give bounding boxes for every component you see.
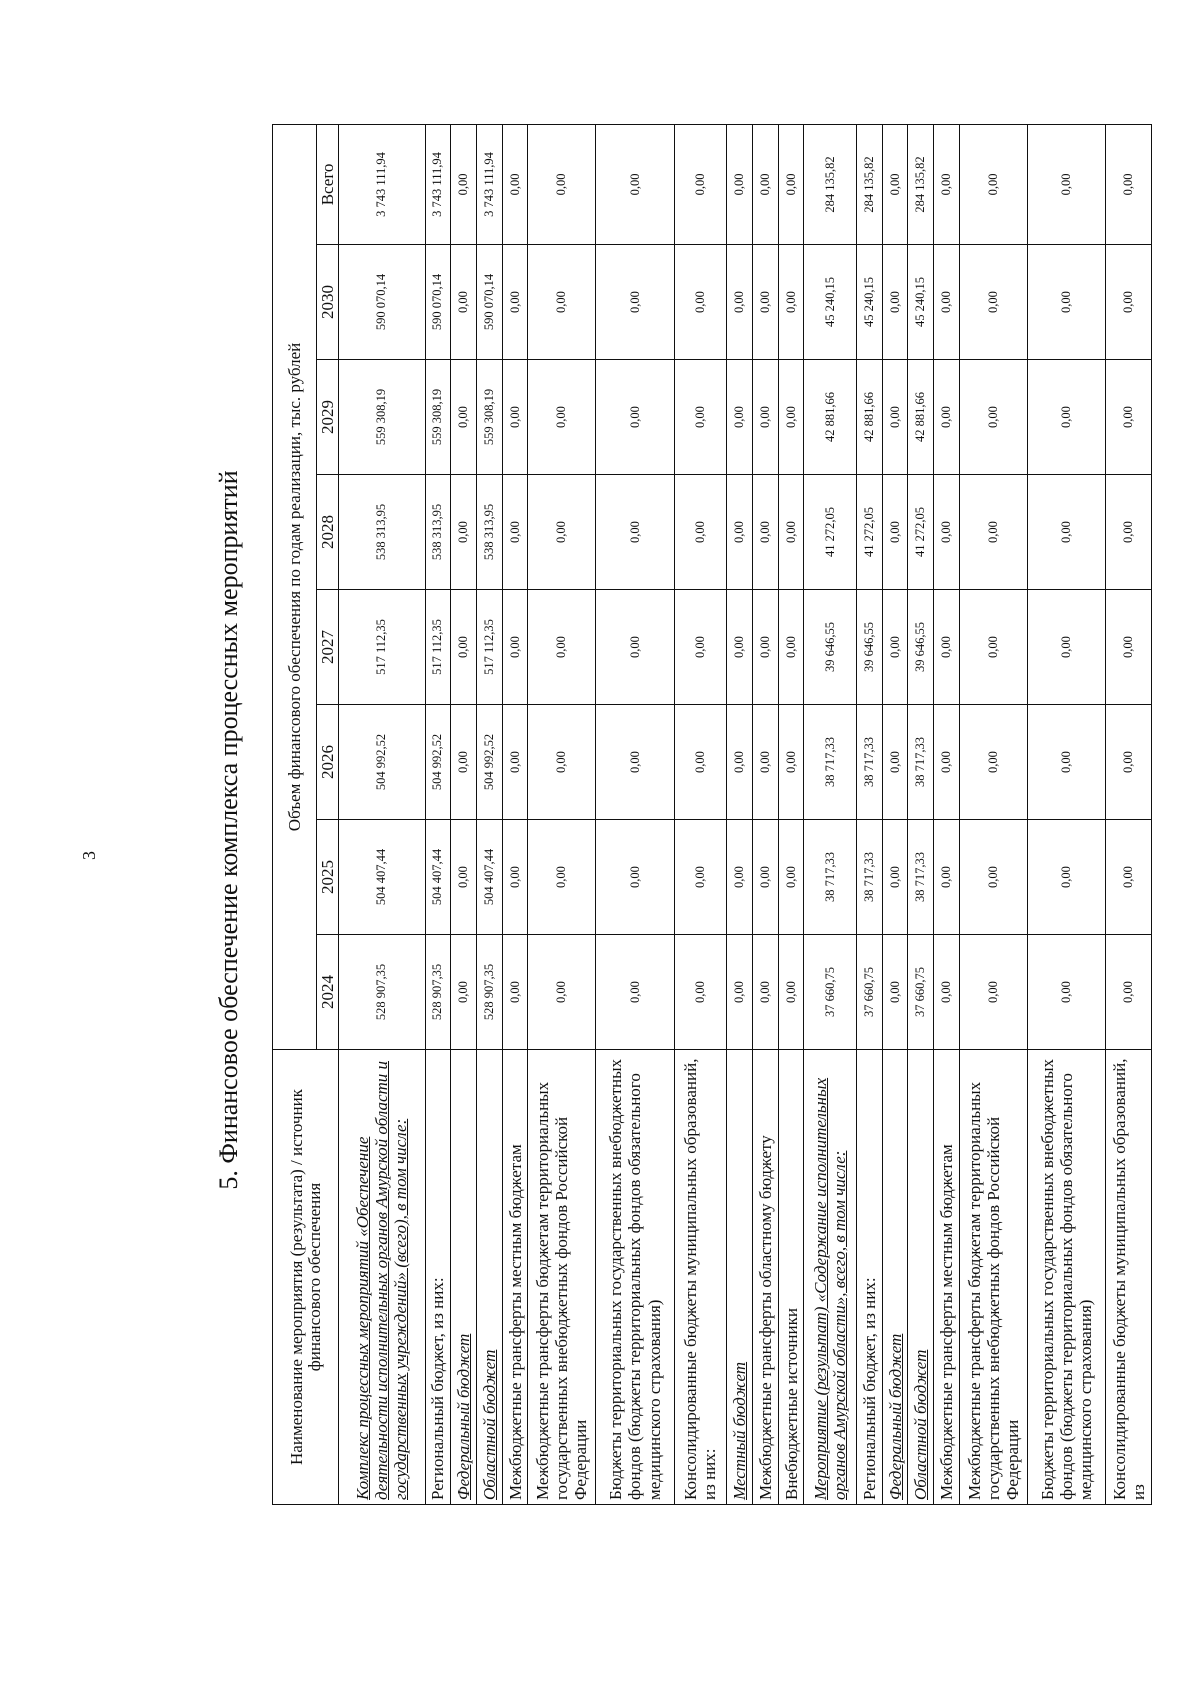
row-name-cell: Местный бюджет (727, 1050, 753, 1505)
row-name-cell: Федеральный бюджет (451, 1050, 477, 1505)
table-row (451, 124, 477, 1504)
value-cell: 538 313,95 (425, 475, 451, 590)
row-name-cell: Мероприятие (результат) «Содержание исполнительных органов Амурской области», всего, в том числе: (804, 1050, 857, 1505)
value-cell: 41 272,05 (908, 475, 934, 590)
value-cell: 42 881,66 (804, 360, 857, 475)
row-name-cell: Областной бюджет (476, 1050, 502, 1505)
table-body (339, 124, 1152, 1504)
value-cell: 38 717,33 (804, 705, 857, 820)
row-name-cell: Бюджеты территориальных государственных внебюджетных фондов (бюджеты территориальных фондов обязательного медицинского страхования) (1027, 1050, 1105, 1505)
page-title: 5. Финансовое обеспечение комплекса процессных мероприятий (214, 470, 243, 1190)
value-cell: 0,00 (502, 360, 528, 475)
value-cell: 0,00 (882, 820, 908, 935)
value-cell: 0,00 (1106, 705, 1152, 820)
total-cell: 0,00 (674, 124, 727, 244)
value-cell: 504 407,44 (425, 820, 451, 935)
value-cell: 0,00 (674, 360, 727, 475)
value-cell: 0,00 (596, 475, 674, 590)
value-cell: 0,00 (451, 245, 477, 360)
value-cell: 559 308,19 (476, 360, 502, 475)
value-cell: 39 646,55 (908, 590, 934, 705)
table-row (778, 124, 804, 1504)
value-cell: 0,00 (596, 935, 674, 1050)
value-cell: 0,00 (959, 820, 1027, 935)
value-cell: 39 646,55 (857, 590, 883, 705)
total-cell: 0,00 (528, 124, 596, 244)
row-name-cell: Областной бюджет (908, 1050, 934, 1505)
value-cell: 41 272,05 (857, 475, 883, 590)
value-cell: 0,00 (1027, 820, 1105, 935)
value-cell: 42 881,66 (908, 360, 934, 475)
table-row (674, 124, 727, 1504)
value-cell: 45 240,15 (908, 245, 934, 360)
value-cell: 0,00 (934, 705, 960, 820)
total-cell: 0,00 (1106, 124, 1152, 244)
value-cell: 0,00 (1027, 475, 1105, 590)
value-cell: 0,00 (502, 705, 528, 820)
value-cell: 0,00 (674, 935, 727, 1050)
table-row (804, 124, 857, 1504)
value-cell: 0,00 (674, 475, 727, 590)
value-cell: 0,00 (451, 935, 477, 1050)
value-cell: 37 660,75 (857, 935, 883, 1050)
row-name-cell: Межбюджетные трансферты местным бюджетам (502, 1050, 528, 1505)
value-cell: 0,00 (1106, 820, 1152, 935)
table-row (476, 124, 502, 1504)
value-cell: 0,00 (502, 820, 528, 935)
table-row (596, 124, 674, 1504)
value-cell: 0,00 (528, 245, 596, 360)
table-row (425, 124, 451, 1504)
volume-header: Объем финансового обеспечения по годам реализации, тыс. рублей (273, 124, 317, 1049)
value-cell: 538 313,95 (339, 475, 426, 590)
value-cell: 37 660,75 (908, 935, 934, 1050)
value-cell: 0,00 (959, 705, 1027, 820)
value-cell: 0,00 (528, 820, 596, 935)
year-header: 2025 (317, 820, 339, 935)
table-row (528, 124, 596, 1504)
value-cell: 0,00 (451, 475, 477, 590)
table-row (1027, 124, 1105, 1504)
value-cell: 0,00 (1106, 360, 1152, 475)
value-cell: 0,00 (753, 245, 779, 360)
value-cell: 0,00 (934, 935, 960, 1050)
value-cell: 0,00 (674, 820, 727, 935)
value-cell: 0,00 (934, 820, 960, 935)
value-cell: 0,00 (882, 360, 908, 475)
row-name-cell: Региональный бюджет, из них: (425, 1050, 451, 1505)
value-cell: 0,00 (727, 245, 753, 360)
value-cell: 37 660,75 (804, 935, 857, 1050)
value-cell: 0,00 (727, 590, 753, 705)
value-cell: 0,00 (727, 705, 753, 820)
value-cell: 0,00 (753, 935, 779, 1050)
value-cell: 504 992,52 (339, 705, 426, 820)
value-cell: 0,00 (778, 935, 804, 1050)
value-cell: 38 717,33 (857, 705, 883, 820)
row-name-cell: Межбюджетные трансферты местным бюджетам (934, 1050, 960, 1505)
value-cell: 0,00 (1027, 705, 1105, 820)
value-cell: 38 717,33 (804, 820, 857, 935)
total-cell: 0,00 (502, 124, 528, 244)
value-cell: 0,00 (451, 820, 477, 935)
row-name-cell: Региональный бюджет, из них: (857, 1050, 883, 1505)
row-name-cell: Консолидированные бюджеты муниципальных образований, из (1106, 1050, 1152, 1505)
total-cell: 284 135,82 (857, 124, 883, 244)
value-cell: 0,00 (753, 360, 779, 475)
year-header: 2028 (317, 475, 339, 590)
value-cell: 0,00 (502, 935, 528, 1050)
value-cell: 0,00 (882, 475, 908, 590)
value-cell: 0,00 (1106, 590, 1152, 705)
value-cell: 559 308,19 (339, 360, 426, 475)
year-header: 2029 (317, 360, 339, 475)
value-cell: 0,00 (882, 705, 908, 820)
table-row (753, 124, 779, 1504)
row-name-cell: Межбюджетные трансферты бюджетам территориальных государственных внебюджетных фондов Российской Федерации (959, 1050, 1027, 1505)
value-cell: 538 313,95 (476, 475, 502, 590)
total-cell: 3 743 111,94 (476, 124, 502, 244)
year-header: 2026 (317, 705, 339, 820)
value-cell: 45 240,15 (857, 245, 883, 360)
value-cell: 528 907,35 (339, 935, 426, 1050)
total-cell: 0,00 (1027, 124, 1105, 244)
value-cell: 0,00 (596, 820, 674, 935)
financing-table (272, 124, 1152, 1505)
value-cell: 0,00 (596, 705, 674, 820)
value-cell: 0,00 (528, 590, 596, 705)
value-cell: 39 646,55 (804, 590, 857, 705)
value-cell: 504 407,44 (476, 820, 502, 935)
table-row (339, 124, 426, 1504)
value-cell: 0,00 (451, 360, 477, 475)
value-cell: 41 272,05 (804, 475, 857, 590)
value-cell: 0,00 (882, 590, 908, 705)
total-cell: 0,00 (753, 124, 779, 244)
value-cell: 0,00 (1106, 475, 1152, 590)
value-cell: 42 881,66 (857, 360, 883, 475)
value-cell: 0,00 (959, 360, 1027, 475)
table-row (882, 124, 908, 1504)
value-cell: 38 717,33 (857, 820, 883, 935)
value-cell: 0,00 (528, 935, 596, 1050)
total-cell: 0,00 (727, 124, 753, 244)
value-cell: 38 717,33 (908, 705, 934, 820)
total-cell: 3 743 111,94 (425, 124, 451, 244)
total-cell: 0,00 (596, 124, 674, 244)
total-cell: 284 135,82 (908, 124, 934, 244)
value-cell: 0,00 (451, 705, 477, 820)
value-cell: 0,00 (528, 705, 596, 820)
value-cell: 45 240,15 (804, 245, 857, 360)
value-cell: 0,00 (528, 360, 596, 475)
value-cell: 0,00 (596, 590, 674, 705)
total-cell: 284 135,82 (804, 124, 857, 244)
value-cell: 0,00 (753, 820, 779, 935)
value-cell: 0,00 (727, 475, 753, 590)
value-cell: 0,00 (959, 935, 1027, 1050)
value-cell: 0,00 (596, 245, 674, 360)
value-cell: 0,00 (934, 475, 960, 590)
value-cell: 0,00 (1027, 590, 1105, 705)
value-cell: 517 112,35 (339, 590, 426, 705)
row-name-cell: Межбюджетные трансферты бюджетам территориальных государственных внебюджетных фондов Российской Федерации (528, 1050, 596, 1505)
total-cell: 3 743 111,94 (339, 124, 426, 244)
value-cell: 590 070,14 (339, 245, 426, 360)
value-cell: 0,00 (753, 475, 779, 590)
value-cell: 0,00 (1027, 245, 1105, 360)
value-cell: 504 992,52 (476, 705, 502, 820)
value-cell: 0,00 (882, 245, 908, 360)
value-cell: 559 308,19 (425, 360, 451, 475)
table-row (502, 124, 528, 1504)
value-cell: 504 407,44 (339, 820, 426, 935)
table-row (959, 124, 1027, 1504)
value-cell: 0,00 (753, 705, 779, 820)
year-header: 2024 (317, 935, 339, 1050)
value-cell: 528 907,35 (425, 935, 451, 1050)
value-cell: 528 907,35 (476, 935, 502, 1050)
value-cell: 0,00 (451, 590, 477, 705)
rotated-table-wrapper (272, 125, 1152, 1505)
value-cell: 0,00 (882, 935, 908, 1050)
value-cell: 0,00 (1106, 935, 1152, 1050)
row-name-cell: Комплекс процессных мероприятий «Обеспечение деятельности исполнительных органов Амурской области и государственных учреждений» (всего), в том числе: (339, 1050, 426, 1505)
name-column-header: Наименование мероприятия (результата) / источник финансового обеспечения (273, 1050, 339, 1505)
value-cell: 38 717,33 (908, 820, 934, 935)
value-cell: 0,00 (1106, 245, 1152, 360)
year-header: 2027 (317, 590, 339, 705)
table-row (934, 124, 960, 1504)
header-row-top (273, 124, 317, 1504)
value-cell: 0,00 (674, 245, 727, 360)
value-cell: 504 992,52 (425, 705, 451, 820)
value-cell: 0,00 (934, 360, 960, 475)
value-cell: 0,00 (1027, 360, 1105, 475)
table-row (908, 124, 934, 1504)
value-cell: 0,00 (959, 245, 1027, 360)
value-cell: 517 112,35 (425, 590, 451, 705)
value-cell: 0,00 (502, 245, 528, 360)
value-cell: 0,00 (727, 360, 753, 475)
value-cell: 0,00 (1027, 935, 1105, 1050)
total-cell: 0,00 (882, 124, 908, 244)
value-cell: 0,00 (674, 590, 727, 705)
row-name-cell: Внебюджетные источники (778, 1050, 804, 1505)
total-cell: 0,00 (778, 124, 804, 244)
year-header: 2030 (317, 245, 339, 360)
value-cell: 0,00 (959, 475, 1027, 590)
row-name-cell: Консолидированные бюджеты муниципальных образований, из них: (674, 1050, 727, 1505)
row-name-cell: Межбюджетные трансферты областному бюджету (753, 1050, 779, 1505)
value-cell: 0,00 (778, 360, 804, 475)
value-cell: 0,00 (674, 705, 727, 820)
value-cell: 0,00 (727, 820, 753, 935)
value-cell: 517 112,35 (476, 590, 502, 705)
value-cell: 0,00 (778, 820, 804, 935)
row-name-cell: Бюджеты территориальных государственных внебюджетных фондов (бюджеты территориальных фондов обязательного медицинского страхования) (596, 1050, 674, 1505)
total-cell: 0,00 (959, 124, 1027, 244)
total-cell: 0,00 (934, 124, 960, 244)
page-number: 3 (79, 851, 99, 860)
table-row (1106, 124, 1152, 1504)
value-cell: 0,00 (502, 590, 528, 705)
value-cell: 0,00 (959, 590, 1027, 705)
value-cell: 0,00 (753, 590, 779, 705)
value-cell: 0,00 (778, 705, 804, 820)
table-row (727, 124, 753, 1504)
value-cell: 590 070,14 (476, 245, 502, 360)
value-cell: 0,00 (778, 475, 804, 590)
value-cell: 0,00 (778, 245, 804, 360)
value-cell: 0,00 (502, 475, 528, 590)
value-cell: 0,00 (778, 590, 804, 705)
row-name-cell: Федеральный бюджет (882, 1050, 908, 1505)
value-cell: 0,00 (934, 245, 960, 360)
total-header: Всего (317, 124, 339, 244)
total-cell: 0,00 (451, 124, 477, 244)
table-row (857, 124, 883, 1504)
value-cell: 590 070,14 (425, 245, 451, 360)
value-cell: 0,00 (528, 475, 596, 590)
value-cell: 0,00 (727, 935, 753, 1050)
value-cell: 0,00 (934, 590, 960, 705)
value-cell: 0,00 (596, 360, 674, 475)
